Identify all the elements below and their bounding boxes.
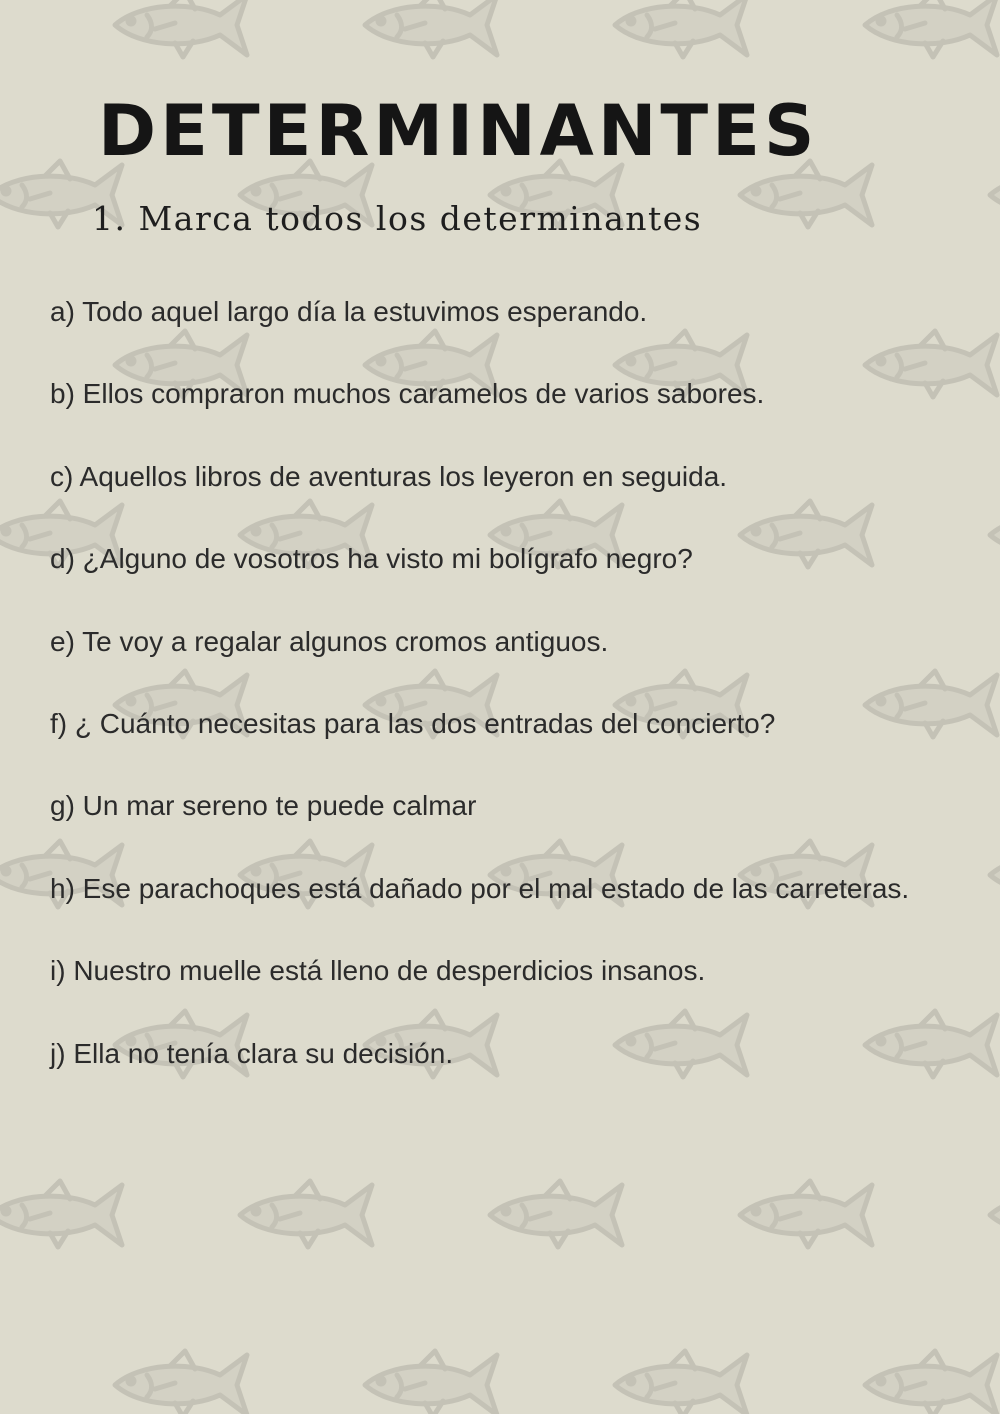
sentence-d[interactable]: d) ¿Alguno de vosotros ha visto mi bolígrafo negro? bbox=[50, 543, 693, 575]
sentence-a[interactable]: a) Todo aquel largo día la estuvimos esperando. bbox=[50, 296, 648, 327]
sentence-h[interactable]: h) Ese parachoques está dañado por el mal estado de las carreteras. bbox=[50, 872, 910, 904]
sentence-b[interactable]: b) Ellos compraron muchos caramelos de varios sabores. bbox=[50, 378, 765, 410]
page-title: DETERMINANTES bbox=[98, 90, 819, 172]
sentence-j[interactable]: j) Ella no tenía clara su decisión. bbox=[50, 1037, 454, 1069]
sentence-list bbox=[50, 290, 909, 1114]
exercise-instruction: 1. Marca todos los determinantes bbox=[92, 199, 703, 238]
sentence-i[interactable]: i) Nuestro muelle está lleno de desperdicios insanos. bbox=[50, 955, 706, 987]
sentence-f[interactable]: f) ¿ Cuánto necesitas para las dos entradas del concierto? bbox=[50, 707, 776, 739]
sentence-e[interactable]: e) Te voy a regalar algunos cromos antiguos. bbox=[50, 625, 609, 657]
sentence-c[interactable]: c) Aquellos libros de aventuras los leyeron en seguida. bbox=[50, 460, 728, 492]
sentence-g[interactable]: g) Un mar sereno te puede calmar bbox=[50, 790, 477, 822]
